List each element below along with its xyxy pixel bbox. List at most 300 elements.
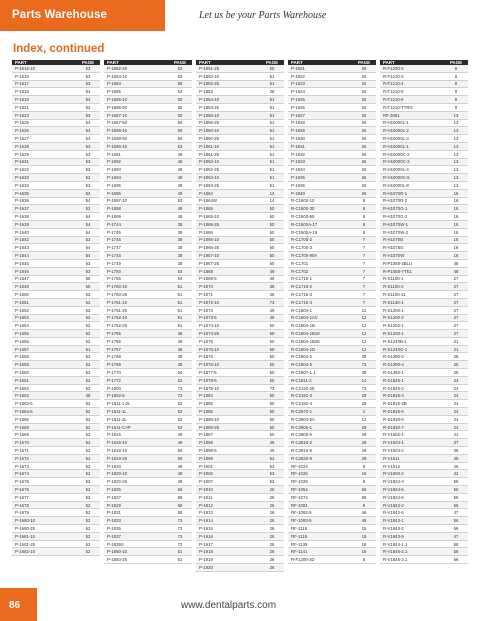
table-row [104,104,192,112]
part-number: R-F1200-3 [383,65,404,71]
part-number: P-1631 [15,159,29,165]
page-ref: 51 [177,315,183,321]
part-number: P-1811-1L [107,408,127,414]
page-ref: 46 [453,463,459,469]
part-number: P-1867-25 [199,260,220,266]
part-number: P-1852-25 [199,81,220,87]
table-row [12,502,100,510]
table-row [380,470,468,478]
page-ref: 50 [269,237,275,243]
page-ref: 54 [177,276,183,282]
page-ref: 53 [85,268,91,274]
page-ref: 38 [361,369,367,375]
part-number: P-1652 [15,307,29,313]
page-ref: 26 [361,143,367,149]
table-row [288,182,376,190]
table-row [12,151,100,159]
part-number: R-C1600A-19 [291,229,318,235]
column-header-page: PAGE [173,60,187,65]
part-number: R-C1804-1 [291,307,313,313]
page-ref: 50 [177,97,183,103]
table-row [12,229,100,237]
part-number: P-1663 [15,393,29,399]
column-body [380,65,468,564]
part-number: R-H1070W-2 [383,229,408,235]
page-ref: 68 [177,502,183,508]
page-ref: 54 [85,229,91,235]
table-row [380,252,468,260]
table-row [12,541,100,549]
page-ref: 51 [269,81,275,87]
part-number: P-1678 [15,502,29,508]
page-ref: 52 [85,525,91,531]
table-row [196,190,284,198]
part-number: P-1872-10 [199,299,220,305]
table-row [104,463,192,471]
page-ref: 49 [177,175,183,181]
table-row [104,81,192,89]
table-row [288,431,376,439]
table-row [288,213,376,221]
table-row [196,525,284,533]
page-ref: 50 [269,346,275,352]
table-row [288,229,376,237]
page-ref: 9 [362,502,366,508]
page-ref: 7 [362,292,366,297]
page-ref: 12 [361,346,367,352]
part-number: P-1899 [199,455,213,461]
page-ref: 8 [454,104,458,110]
table-row [380,361,468,369]
page-ref: 24 [453,393,459,399]
table-row [288,174,376,182]
page-ref: 53 [85,260,91,266]
part-number: R-C1804-1B [291,323,315,329]
page-ref: 45 [453,455,459,461]
table-row [380,463,468,471]
page-ref: 16 [361,549,367,555]
table-row [196,135,284,143]
page-ref: 12 [361,315,367,321]
page-ref: 52 [85,299,91,305]
page-ref: 13 [453,112,459,118]
table-row [380,81,468,89]
table-row [288,190,376,198]
table-row [196,299,284,307]
part-number: P-1815-10 [107,440,128,446]
table-row [196,276,284,284]
table-row [380,159,468,167]
page-ref: 13 [453,159,459,165]
table-row [12,307,100,315]
column-header-part: PART [15,60,27,65]
page-ref: 15 [361,525,367,531]
table-row [380,205,468,213]
page-ref: 49 [269,307,275,313]
page-ref: 50 [177,136,183,142]
part-number: P-1644 [15,253,29,259]
table-row [12,377,100,385]
table-row [380,377,468,385]
page-ref: 56 [453,518,459,524]
table-row [12,517,100,525]
table-row [196,424,284,432]
page-ref: 38 [177,245,183,251]
part-number: P-1765 [107,330,121,336]
table-row [12,299,100,307]
part-number: P-1914 [199,518,213,524]
part-number: R-S1825-6 [383,408,404,414]
part-number: P-1767 [107,346,121,352]
page-ref: 50 [177,128,183,134]
table-row [288,556,376,564]
index-column [196,60,284,570]
table-row [12,198,100,206]
table-row [12,416,100,424]
part-number: R-V1824-6 [383,494,404,500]
table-row [196,237,284,245]
part-number: R-H1075G [383,245,404,251]
part-number: P-1930 [291,136,305,142]
part-number: P-1748 [107,253,121,259]
page-ref: 14 [269,190,275,196]
page-ref: 52 [85,323,91,329]
part-number: R-F1210-6 [383,97,404,103]
table-row [288,260,376,268]
page-ref: 52 [85,377,91,383]
page-ref: 52 [85,307,91,313]
part-number: P-1856-25 [199,120,220,126]
table-row [12,112,100,120]
part-number: R-C1700-2 [291,237,313,243]
page-ref: 52 [85,167,91,173]
page-ref: 56 [453,486,459,492]
table-row [12,439,100,447]
page-ref: 8 [362,557,366,563]
part-number: P-1761-10 [107,299,128,305]
table-row [196,88,284,96]
table-row [12,127,100,135]
page-ref: 73 [177,525,183,531]
part-number: P-1691 [107,151,121,157]
page-ref: 52 [85,354,91,360]
page-ref: 53 [177,73,183,79]
table-row [12,182,100,190]
part-number: P-1910 [199,486,213,492]
part-number: P-1923 [291,81,305,87]
part-number: P-1865-10 [199,214,220,220]
page-ref: 52 [177,408,183,414]
page-ref: 51 [269,143,275,149]
page-ref: 38 [177,354,183,360]
part-number: P-1676 [15,486,29,492]
page-ref: 54 [177,89,183,95]
table-row [288,244,376,252]
page-ref: 7 [362,284,366,290]
column-body [104,65,192,564]
part-number: P-1693 [107,167,121,173]
table-row [196,104,284,112]
page-ref: 46 [361,510,367,516]
part-number: RF-1028 [291,479,308,485]
page-ref: 49 [269,268,275,274]
part-number: P-1877-5 [199,369,217,375]
part-number: P-1851-25 [199,65,220,71]
page-ref: 54 [85,214,91,220]
page-ref: 26 [361,151,367,157]
part-number: R-V1846-2.1 [383,549,408,555]
page-ref: 56 [361,486,367,492]
page-ref: 8 [454,89,458,95]
part-number: P-1750 [107,268,121,274]
part-number: RF-1118 [291,525,308,531]
page-ref: 48 [453,268,459,274]
table-row [380,151,468,159]
part-number: P-1682-10 [15,549,36,555]
part-number: P-1875-10 [199,346,220,352]
table-row [380,517,468,525]
table-row [380,104,468,112]
part-number: P-1935 [291,175,305,181]
part-number: P-1635 [15,190,29,196]
table-row [196,447,284,455]
part-number: P-1698 [107,206,121,212]
page-ref: 49 [177,440,183,446]
page-ref: 27 [453,330,459,336]
table-row [196,127,284,135]
page-ref: 16 [453,214,459,220]
table-row [196,470,284,478]
page-ref: 8 [362,229,366,235]
table-row [104,431,192,439]
part-number: P-1811-2L [107,416,127,422]
page-ref: 52 [177,401,183,407]
part-number: P-1898-5 [199,447,217,453]
page-ref: 26 [269,486,275,492]
table-row [288,463,376,471]
part-number: R-H1070R-2 [383,198,408,204]
part-number: R-H10000C-3 [383,159,410,165]
table-row [104,338,192,346]
page-ref: 52 [85,479,91,485]
part-number: P-1650 [15,292,29,297]
page-ref: 52 [177,424,183,430]
page-ref: 52 [269,479,275,485]
page-ref: 16 [453,237,459,243]
part-number: R-C1715-2 [291,284,313,290]
part-number: R-H10000C-2 [383,151,410,157]
page-ref: 26 [453,354,459,360]
part-number: P-1637 [15,206,29,212]
page-ref: 51 [269,120,275,126]
part-number: P-1651 [15,299,29,305]
table-row [288,112,376,120]
table-row [288,307,376,315]
page-ref: 46 [361,518,367,524]
part-number: P-1681-25 [15,541,36,547]
table-row [12,548,100,556]
table-row [104,369,192,377]
part-number: P-1762-25 [107,323,128,329]
part-number: R-S1100-11 [383,292,406,297]
part-number: R-C2805-1 [291,424,313,430]
part-number: P-1864W [199,198,217,204]
page-ref: 52 [85,338,91,344]
page-ref: 38 [177,260,183,266]
table-row [12,65,100,73]
page-ref: 53 [269,463,275,469]
part-number: P-1839S [107,541,124,547]
page-ref: 48 [177,151,183,157]
page-ref: 27 [453,307,459,313]
part-number: P-1772 [107,377,121,383]
part-number: P-1687-10 [107,112,128,118]
page-ref: 51 [269,97,275,103]
part-number: P-1646 [15,268,29,274]
page-ref: 50 [269,424,275,430]
page-ref: 53 [177,143,183,149]
table-row [288,353,376,361]
table-row [288,439,376,447]
table-row [380,221,468,229]
part-number: P-1922 [291,73,305,79]
part-number: R-F1210-5 [383,89,404,95]
part-number: R-V1600-2 [383,471,404,477]
column-header-page: PAGE [265,60,279,65]
part-number: R-S1100-1 [383,276,404,282]
page-ref: 26 [361,167,367,173]
page-ref: 54 [85,128,91,134]
page-ref: 50 [269,330,275,336]
table-row [380,502,468,510]
page-ref: 8 [454,81,458,87]
page-ref: 1 [362,408,366,414]
page-ref: 56 [453,479,459,485]
table-row [12,346,100,354]
page-ref: 13 [453,175,459,181]
page-ref: 26 [361,73,367,79]
column-body [196,65,284,572]
table-row [104,190,192,198]
table-row [288,346,376,354]
page-ref: 54 [177,268,183,274]
part-number: P-1760-25 [107,292,128,297]
page-ref: 51 [269,151,275,157]
table-row [104,330,192,338]
part-number: P-1638 [15,214,29,220]
table-row [288,369,376,377]
part-number: P-1866 [199,229,213,235]
table-row [196,221,284,229]
table-row [104,541,192,549]
page-ref: 26 [269,518,275,524]
page-ref: 50 [269,229,275,235]
table-row [380,88,468,96]
part-number: P-1850-25 [107,557,128,563]
table-row [104,198,192,206]
page-ref: 26 [269,549,275,555]
page-ref: 53 [85,81,91,87]
table-row [288,276,376,284]
part-number: P-1865 [199,206,213,212]
page-ref: 24 [453,385,459,391]
part-number: P-1835 [107,525,121,531]
table-row [196,283,284,291]
part-number: R-C2670-1 [291,408,313,414]
part-number: P-1879-10 [199,385,220,391]
page-ref: 49 [177,214,183,220]
table-row [288,494,376,502]
page-ref: 49 [177,479,183,485]
part-number: R-V1502-1 [383,432,404,438]
part-number: R-C1804-1B25 [291,338,320,344]
table-row [288,135,376,143]
part-number: R-S1202-1 [383,323,404,329]
page-ref: 16 [453,206,459,212]
part-number: R-C2805-6 [291,432,313,438]
page-ref: 7 [362,299,366,305]
part-number: P-1864 [199,190,213,196]
part-number: R-C1600-60 [291,214,315,220]
page-ref: 54 [177,369,183,375]
part-number: P-1684 [107,81,121,87]
table-row [104,548,192,556]
table-row [380,525,468,533]
table-row [104,260,192,268]
page-ref: 73 [177,533,183,539]
table-row [196,229,284,237]
page-ref: 26 [269,525,275,531]
page-ref: 24 [453,424,459,430]
table-row [288,237,376,245]
page-ref: 15 [361,471,367,477]
page-ref: 53 [85,112,91,118]
part-number: P-1819-10 [107,447,128,453]
page-ref: 29 [361,455,367,461]
part-number: P-1670 [15,440,29,446]
index-column [12,60,100,555]
table-row [380,143,468,151]
part-number: R-C1811-2 [291,377,312,383]
table-row [196,81,284,89]
table-row [380,509,468,517]
table-row [12,408,100,416]
part-number: R-V1824-4 [383,479,404,485]
part-number: P-1660 [15,369,29,375]
page-ref: 50 [177,447,183,453]
part-number: P-1854-25 [199,104,220,110]
part-number: P-1680-25 [15,525,36,531]
page-ref: 73 [361,385,367,391]
part-number: RF-1026 [291,471,308,477]
page-ref: 38 [177,229,183,235]
part-number: R-C1715-1 [291,276,313,282]
table-row [12,237,100,245]
table-row [196,416,284,424]
page-ref: 52 [85,362,91,368]
part-number: P-1628 [15,143,29,149]
page-ref: 50 [269,362,275,368]
part-number: P-1850-10 [107,549,128,555]
part-number: P-1769 [107,362,121,368]
part-number: R-C1700-3 [291,245,313,251]
table-row [104,65,192,73]
table-row [288,400,376,408]
table-row [12,174,100,182]
page-ref: 26 [361,128,367,134]
page-ref: 50 [269,206,275,212]
table-row [104,205,192,213]
